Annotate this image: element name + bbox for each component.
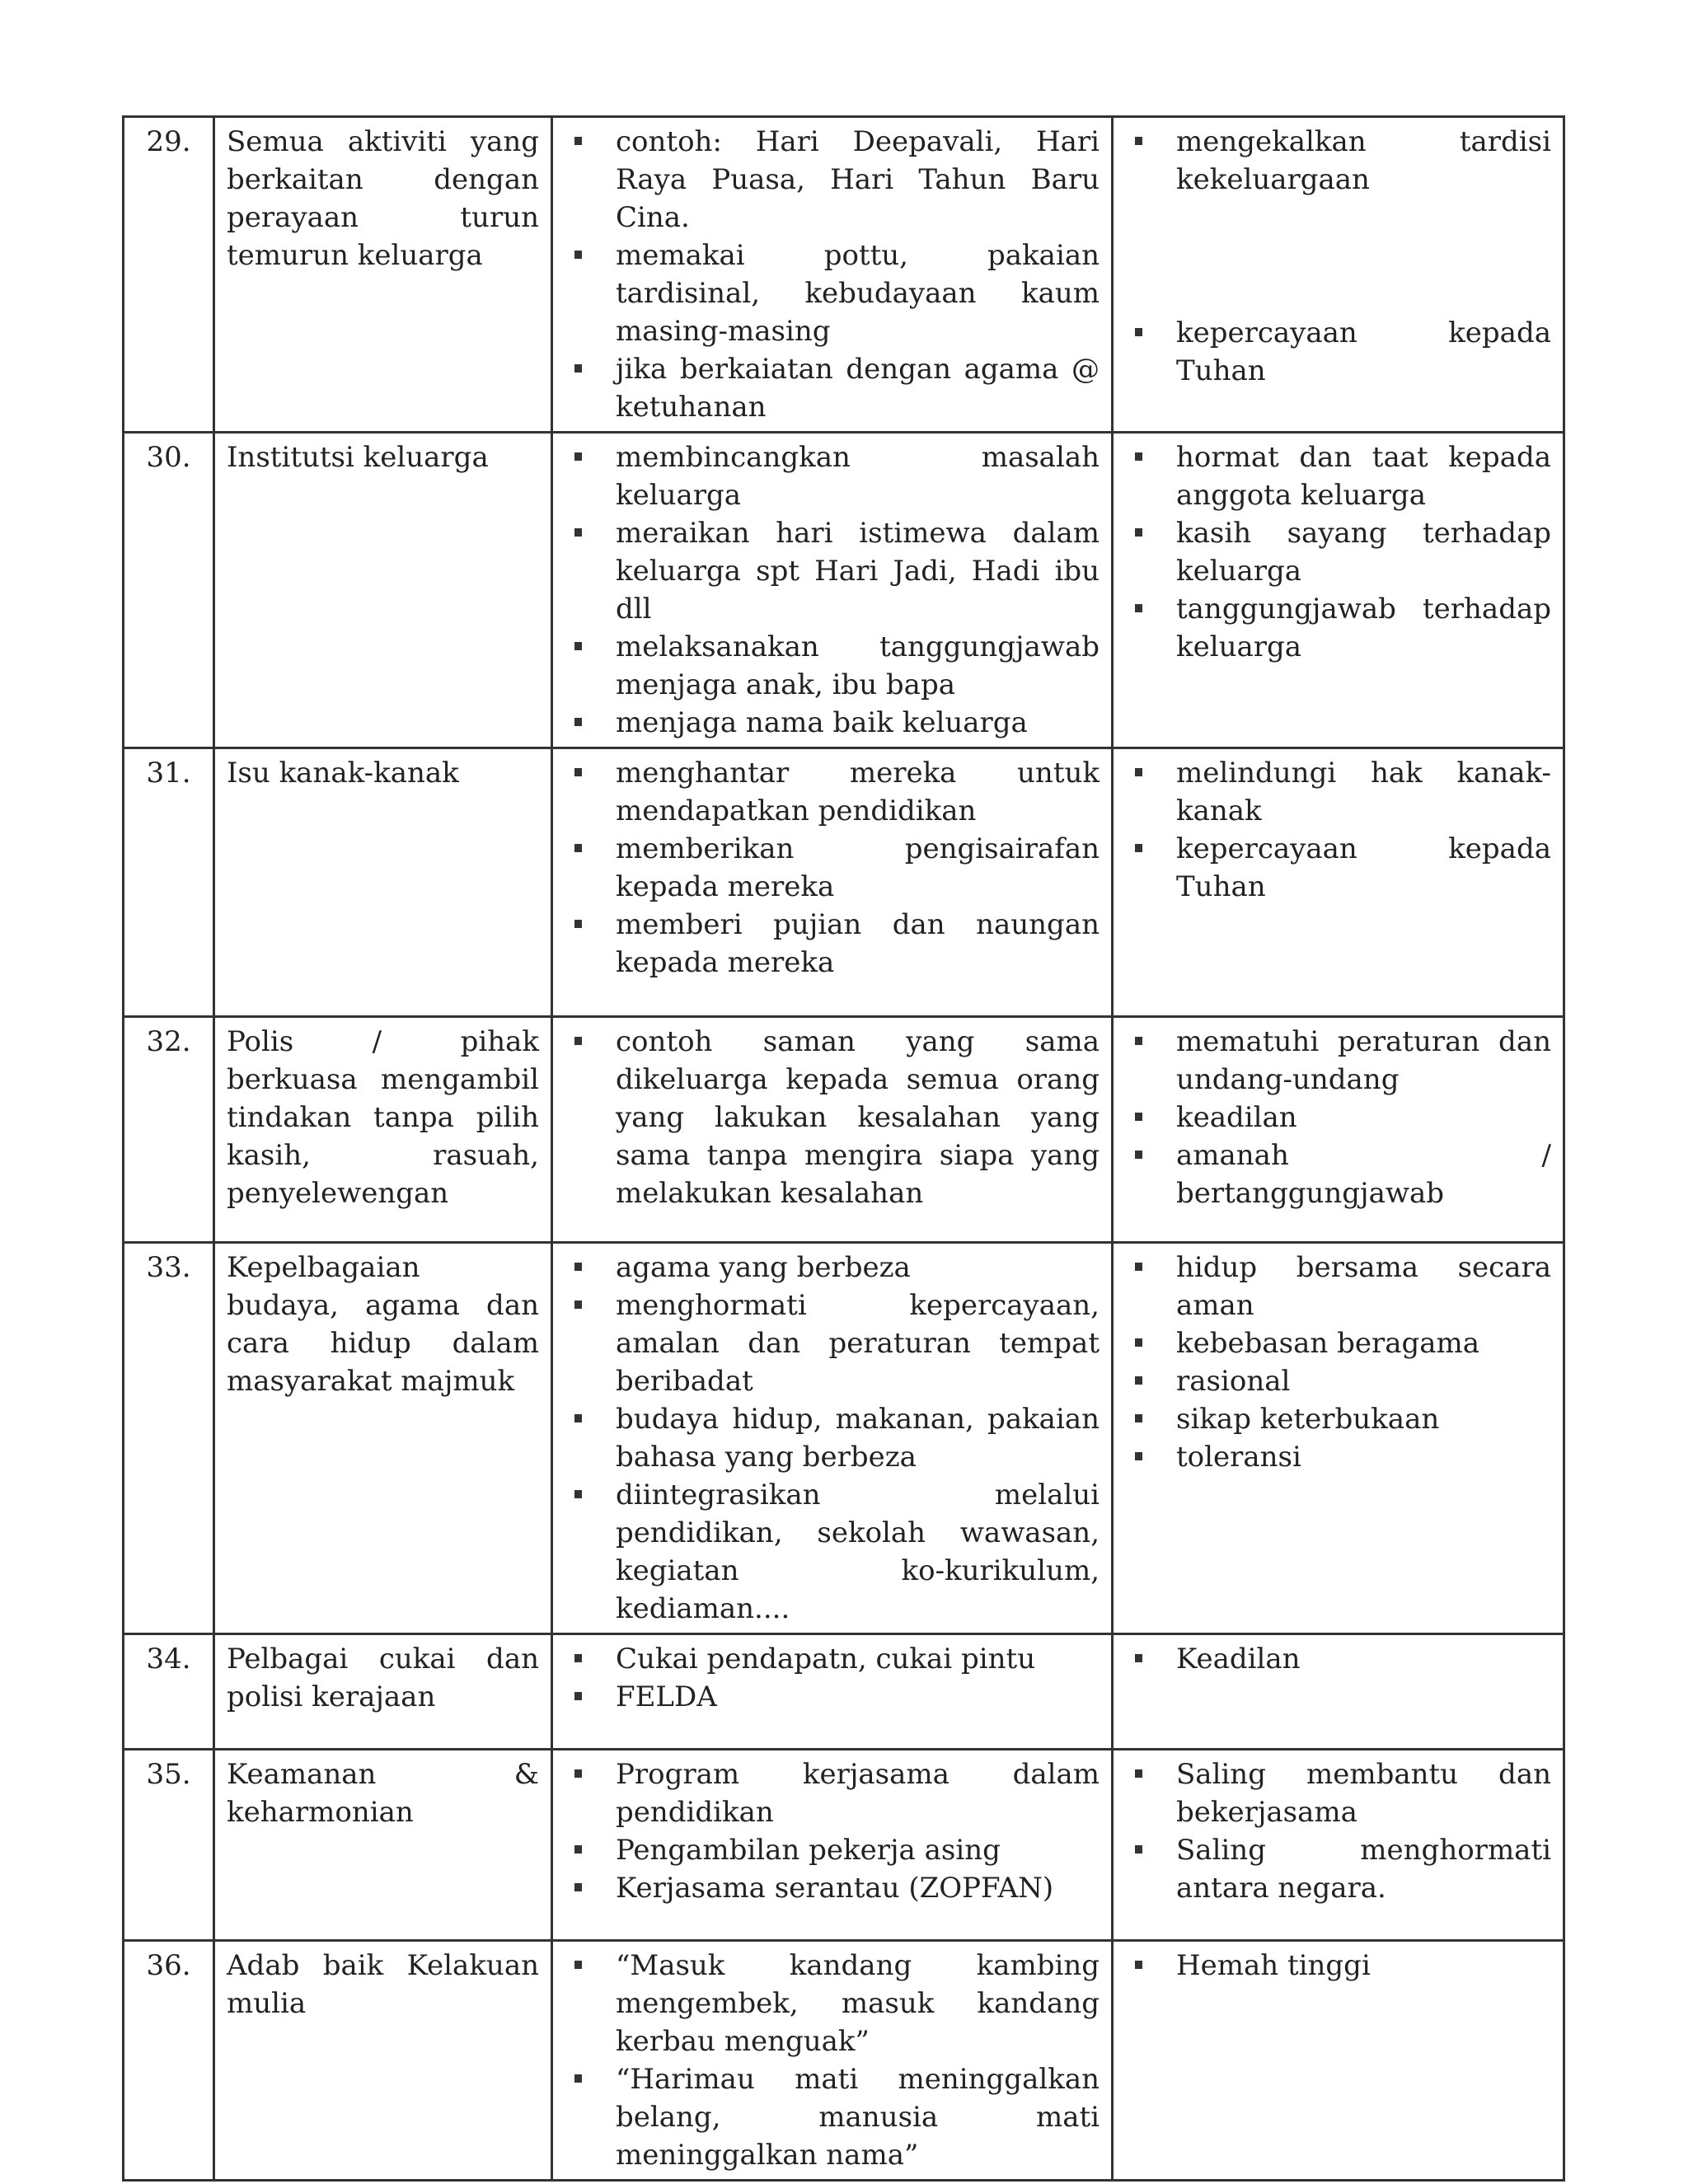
row-topic: Polis / pihak berkuasa mengambil tindakan tanpa pilih kasih, rasuah, penyelewengan (214, 1017, 552, 1243)
value-item: Hemah tinggi (1125, 1947, 1551, 1985)
example-item: “Harimau mati meninggalkan belang, manusia mati meninggalkan nama” (565, 2060, 1100, 2174)
example-item: melaksanakan tanggungjawab menjaga anak, ibu bapa (565, 628, 1100, 704)
table-row (124, 433, 1564, 748)
example-item: memberi pujian dan naungan kepada mereka (565, 906, 1100, 982)
examples-cell (552, 1243, 1113, 1634)
example-item: memakai pottu, pakaian tardisinal, kebudayaan kaum masing-masing (565, 237, 1100, 350)
table-row (124, 1750, 1564, 1941)
examples-list (565, 1755, 1100, 1907)
examples-cell (552, 748, 1113, 1017)
example-item: jika berkaiatan dengan agama @ ketuhanan (565, 350, 1100, 426)
values-cell (1113, 748, 1564, 1017)
example-item: menghormati kepercayaan, amalan dan peraturan tempat beribadat (565, 1286, 1100, 1400)
examples-cell (552, 1750, 1113, 1941)
values-list (1125, 438, 1551, 666)
examples-cell (552, 1941, 1113, 2181)
row-number: 30. (124, 433, 214, 748)
value-item: toleransi (1125, 1438, 1551, 1476)
value-item: amanah / bertanggungjawab (1125, 1137, 1551, 1212)
row-number: 32. (124, 1017, 214, 1243)
example-item: menghantar mereka untuk mendapatkan pendidikan (565, 754, 1100, 830)
value-item: melindungi hak kanak-kanak (1125, 754, 1551, 830)
examples-list (565, 1249, 1100, 1628)
examples-list (565, 438, 1100, 742)
examples-list (565, 1947, 1100, 2174)
example-item: Program kerjasama dalam pendidikan (565, 1755, 1100, 1831)
example-item: contoh saman yang sama dikeluarga kepada semua orang yang lakukan kesalahan yang sama tanpa mengira siapa yang melakukan kesalahan (565, 1023, 1100, 1212)
values-list (1125, 123, 1551, 390)
table-row (124, 1634, 1564, 1750)
example-item: Kerjasama serantau (ZOPFAN) (565, 1869, 1100, 1907)
value-item: mematuhi peraturan dan undang-undang (1125, 1023, 1551, 1099)
values-cell (1113, 1750, 1564, 1941)
value-item: sikap keterbukaan (1125, 1400, 1551, 1438)
table-row (124, 1243, 1564, 1634)
row-topic: Institutsi keluarga (214, 433, 552, 748)
example-item: meraikan hari istimewa dalam keluarga spt Hari Jadi, Hadi ibu dll (565, 514, 1100, 628)
row-topic: Kepelbagaian budaya, agama dan cara hidup dalam masyarakat majmuk (214, 1243, 552, 1634)
value-item: Saling membantu dan bekerjasama (1125, 1755, 1551, 1831)
values-list (1125, 754, 1551, 906)
value-item: hidup bersama secara aman (1125, 1249, 1551, 1324)
value-item: Saling menghormati antara negara. (1125, 1831, 1551, 1907)
examples-cell (552, 1017, 1113, 1243)
table-row (124, 1017, 1564, 1243)
value-item: tanggungjawab terhadap keluarga (1125, 590, 1551, 666)
row-number: 29. (124, 117, 214, 433)
table-row (124, 1941, 1564, 2181)
value-item: hormat dan taat kepada anggota keluarga (1125, 438, 1551, 514)
example-item: Pengambilan pekerja asing (565, 1831, 1100, 1869)
examples-cell (552, 433, 1113, 748)
values-cell (1113, 1243, 1564, 1634)
value-item: keadilan (1125, 1099, 1551, 1137)
values-list (1125, 1947, 1551, 1985)
row-number: 36. (124, 1941, 214, 2181)
examples-list (565, 754, 1100, 982)
values-cell (1113, 117, 1564, 433)
example-item: FELDA (565, 1678, 1100, 1716)
examples-list (565, 1023, 1100, 1212)
table-body (124, 117, 1564, 2181)
values-table (122, 115, 1565, 2182)
value-item: Keadilan (1125, 1640, 1551, 1678)
row-number: 35. (124, 1750, 214, 1941)
examples-cell (552, 117, 1113, 433)
values-cell (1113, 433, 1564, 748)
examples-cell (552, 1634, 1113, 1750)
values-list (1125, 1023, 1551, 1212)
example-item: “Masuk kandang kambing mengembek, masuk kandang kerbau menguak” (565, 1947, 1100, 2060)
example-item: budaya hidup, makanan, pakaian bahasa yang berbeza (565, 1400, 1100, 1476)
value-item: mengekalkan tardisi kekeluargaan (1125, 123, 1551, 199)
row-topic: Isu kanak-kanak (214, 748, 552, 1017)
value-item: kasih sayang terhadap keluarga (1125, 514, 1551, 590)
values-cell (1113, 1941, 1564, 2181)
example-item: contoh: Hari Deepavali, Hari Raya Puasa, Hari Tahun Baru Cina. (565, 123, 1100, 237)
example-item: agama yang berbeza (565, 1249, 1100, 1286)
examples-list (565, 1640, 1100, 1716)
value-item: kepercayaan kepada Tuhan (1125, 830, 1551, 906)
row-number: 34. (124, 1634, 214, 1750)
row-topic: Adab baik Kelakuan mulia (214, 1941, 552, 2181)
values-cell (1113, 1634, 1564, 1750)
example-item: membincangkan masalah keluarga (565, 438, 1100, 514)
row-number: 31. (124, 748, 214, 1017)
row-topic: Keamanan & keharmonian (214, 1750, 552, 1941)
values-list (1125, 1249, 1551, 1476)
values-list (1125, 1755, 1551, 1907)
example-item: memberikan pengisairafan kepada mereka (565, 830, 1100, 906)
table-row (124, 748, 1564, 1017)
row-topic: Semua aktiviti yang berkaitan dengan perayaan turun temurun keluarga (214, 117, 552, 433)
row-number: 33. (124, 1243, 214, 1634)
value-item: kepercayaan kepada Tuhan (1125, 314, 1551, 390)
values-cell (1113, 1017, 1564, 1243)
example-item: Cukai pendapatn, cukai pintu (565, 1640, 1100, 1678)
value-item: rasional (1125, 1362, 1551, 1400)
value-item: kebebasan beragama (1125, 1324, 1551, 1362)
table-row (124, 117, 1564, 433)
row-topic: Pelbagai cukai dan polisi kerajaan (214, 1634, 552, 1750)
example-item: menjaga nama baik keluarga (565, 704, 1100, 742)
example-item: diintegrasikan melalui pendidikan, sekolah wawasan, kegiatan ko-kurikulum, kediaman.... (565, 1476, 1100, 1628)
values-list (1125, 1640, 1551, 1678)
examples-list (565, 123, 1100, 426)
